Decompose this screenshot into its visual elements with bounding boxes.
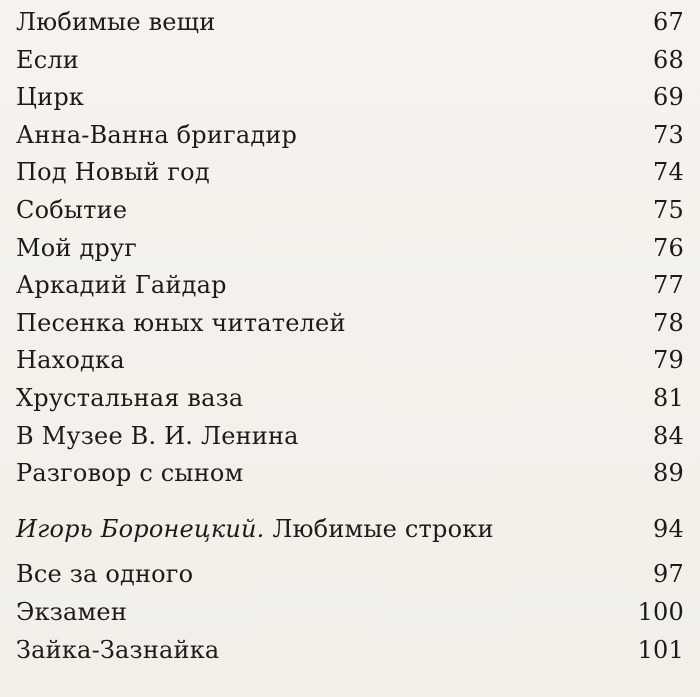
entry-title: Анна-Ванна бригадир [16, 120, 298, 149]
toc-entry [16, 560, 684, 598]
entry-page: 100 [637, 597, 684, 626]
toc-entry [16, 46, 684, 84]
section-page: 94 [653, 514, 684, 543]
entry-page: 67 [653, 8, 684, 36]
toc-entry [16, 346, 684, 384]
entry-title: Зайка-Зазнайка [16, 635, 220, 664]
entry-title: Экзамен [16, 597, 128, 626]
toc-entry [16, 384, 684, 422]
toc-entry [16, 636, 684, 674]
toc-entry [16, 309, 684, 347]
entry-page: 84 [653, 421, 684, 450]
entry-page: 89 [653, 459, 684, 488]
entry-page: 68 [653, 45, 684, 74]
entry-page: 75 [653, 195, 684, 224]
toc-entry [16, 459, 684, 497]
table-of-contents [16, 8, 684, 673]
toc-entry [16, 598, 684, 636]
toc-entry [16, 8, 684, 46]
section-title: Любимые строки [272, 514, 494, 543]
section-spacer [16, 497, 684, 515]
entry-page: 77 [653, 271, 684, 300]
entry-title: Хрустальная ваза [16, 383, 244, 412]
toc-entry [16, 121, 684, 159]
entry-page: 101 [637, 635, 684, 664]
toc-entry [16, 83, 684, 121]
entry-title: Цирк [16, 83, 85, 112]
toc-entry [16, 234, 684, 272]
entry-title: Под Новый год [16, 158, 210, 187]
entry-page: 76 [653, 233, 684, 262]
entry-title: Мой друг [16, 233, 138, 262]
entry-title: В Музее В. И. Ленина [16, 421, 299, 450]
entry-page: 81 [653, 383, 684, 412]
entry-title: Если [16, 45, 80, 74]
section-heading [16, 515, 684, 553]
entry-title: Разговор с сыном [16, 459, 244, 488]
entry-title: Песенка юных читателей [16, 308, 346, 337]
entry-page: 79 [653, 346, 684, 375]
entry-title: Событие [16, 195, 128, 224]
entry-page: 97 [653, 560, 684, 589]
entry-title: Находка [16, 346, 125, 375]
toc-entry [16, 422, 684, 460]
section-author: Игорь Боронецкий. [16, 514, 265, 543]
entry-page: 69 [653, 83, 684, 112]
toc-entry [16, 271, 684, 309]
section-title-line [16, 515, 494, 543]
entry-page: 74 [653, 158, 684, 187]
toc-entry [16, 158, 684, 196]
toc-entry [16, 196, 684, 234]
entry-title: Все за одного [16, 560, 194, 589]
entry-page: 78 [653, 308, 684, 337]
entry-title: Аркадий Гайдар [16, 271, 227, 300]
entry-page: 73 [653, 120, 684, 149]
entry-title: Любимые вещи [16, 8, 216, 36]
section-spacer-small [16, 552, 684, 560]
